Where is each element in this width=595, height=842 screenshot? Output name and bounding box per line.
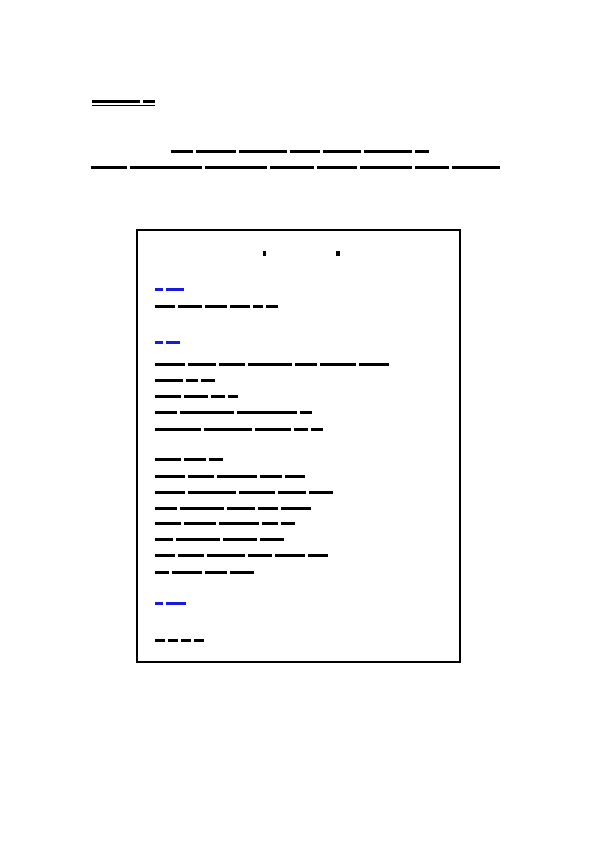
section-4-line-1 (155, 639, 204, 642)
header-underline (92, 105, 155, 106)
section-3-line-6 (155, 554, 328, 557)
section-2-line-3 (155, 395, 238, 398)
section-4-heading (155, 602, 186, 605)
section-2-line-5 (155, 428, 323, 431)
section-3-line-5 (155, 538, 284, 541)
section-2-heading (155, 341, 180, 344)
section-3-line-2 (155, 491, 333, 494)
section-3-line-1 (155, 475, 305, 478)
title-line-2 (91, 166, 500, 169)
box-heading (263, 251, 340, 256)
section-3-line-7 (155, 571, 254, 574)
section-1-line-1 (155, 305, 278, 308)
content-box (136, 229, 461, 663)
section-2-line-2 (155, 379, 215, 382)
section-3-line-4 (155, 522, 295, 525)
section-2-line-1 (155, 363, 389, 366)
section-2-line-4 (155, 411, 312, 414)
header-reference (92, 100, 155, 103)
section-3-line-3 (155, 507, 311, 510)
section-1-heading (155, 288, 184, 291)
title-line-1 (171, 150, 429, 153)
section-3-heading (155, 458, 223, 461)
